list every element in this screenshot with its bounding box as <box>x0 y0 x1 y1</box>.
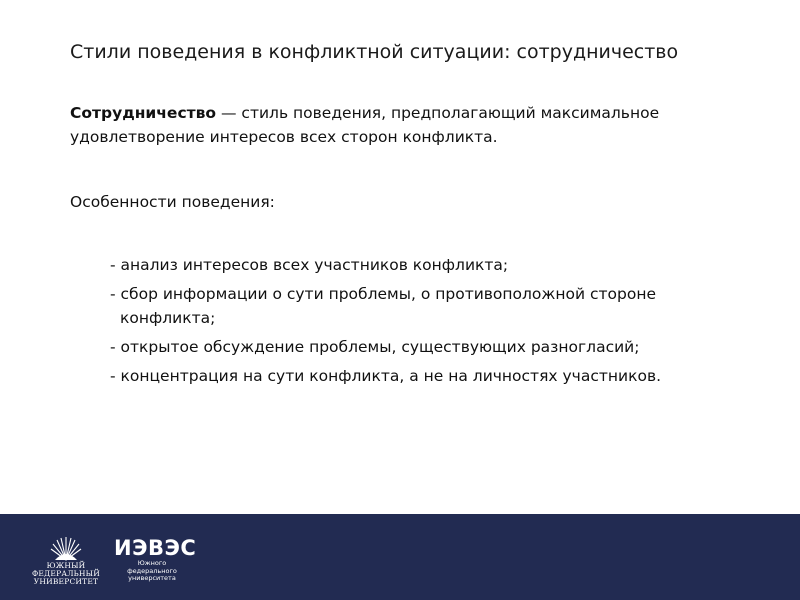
ievs-mark: ИЭВЭС <box>114 536 197 560</box>
definition-text: — стиль поведения, предполагающий максимальное удовлетворение интересов всех сторон конфликта. <box>70 104 660 146</box>
sfu-logo <box>26 534 106 596</box>
definition-term: Сотрудничество <box>70 104 217 122</box>
feature-item: - концентрация на сути конфликта, а не на личностях участников. <box>110 367 662 385</box>
footer-bar <box>0 514 800 600</box>
university-emblem-icon <box>26 534 106 562</box>
definition-paragraph <box>70 101 730 149</box>
sfu-line-3: УНИВЕРСИТЕТ <box>33 577 99 586</box>
feature-item: - анализ интересов всех участников конфликта; <box>110 256 509 274</box>
ievs-subtitle-line-2: университета <box>128 574 176 582</box>
features-heading: Особенности поведения: <box>70 193 275 211</box>
feature-item: - открытое обсуждение проблемы, существующих разногласий; <box>110 338 640 356</box>
feature-item: - сбор информации о сути проблемы, о противоположной стороне конфликта; <box>110 285 657 327</box>
features-list <box>110 253 700 393</box>
slide-title: Стили поведения в конфликтной ситуации: сотрудничество <box>70 41 679 63</box>
sfu-line-2: ФЕДЕРАЛЬНЫЙ <box>32 569 100 578</box>
ievs-subtitle-line-1: Южного федерального <box>127 559 177 575</box>
ievs-logo <box>114 536 214 586</box>
sfu-line-1: ЮЖНЫЙ <box>46 561 86 570</box>
